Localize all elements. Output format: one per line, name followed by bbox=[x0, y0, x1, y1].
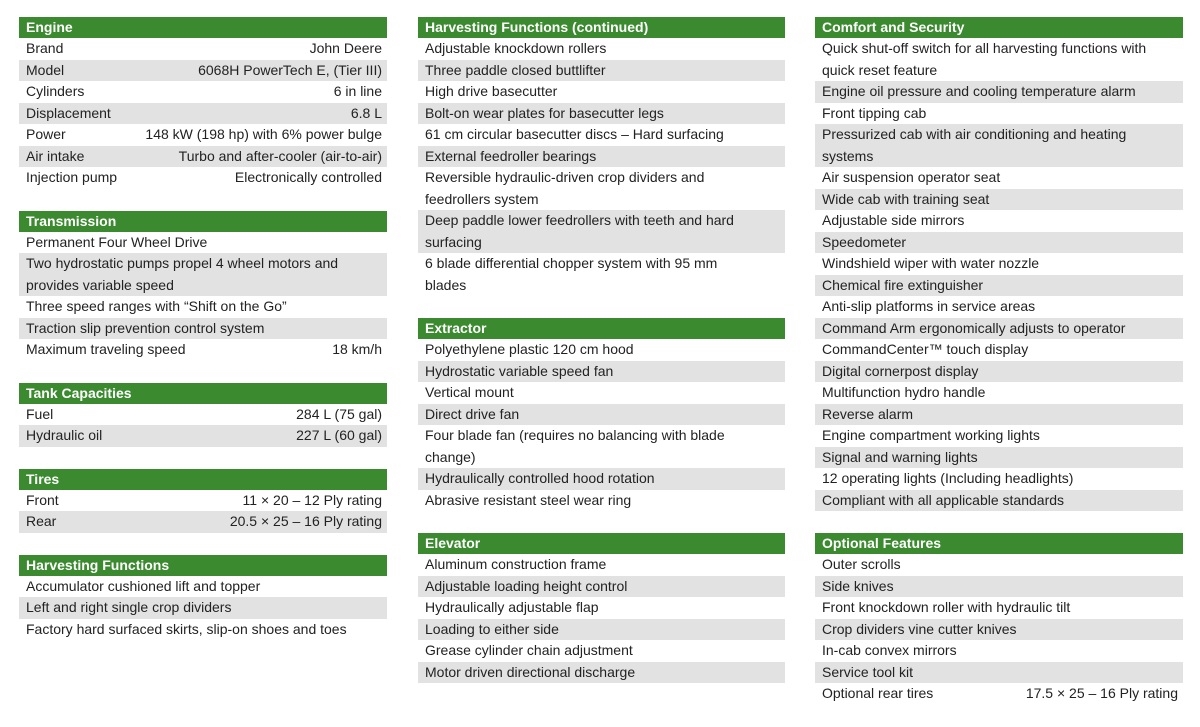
spec-row bbox=[815, 425, 1183, 447]
spec-value: 11 × 20 – 12 Ply rating bbox=[242, 491, 382, 508]
spec-label: Bolt-on wear plates for basecutter legs bbox=[425, 104, 664, 121]
spec-label: Front knockdown roller with hydraulic tilt bbox=[822, 599, 1071, 615]
spec-label: Adjustable loading height control bbox=[425, 577, 628, 594]
section-extractor bbox=[418, 318, 785, 511]
spec-row bbox=[19, 404, 387, 426]
spec-row bbox=[418, 576, 785, 598]
spec-row bbox=[418, 468, 785, 490]
spec-label: Accumulator cushioned lift and topper bbox=[26, 577, 261, 594]
spec-row bbox=[815, 167, 1183, 189]
spec-label: Compliant with all applicable standards bbox=[822, 491, 1065, 508]
spec-row bbox=[815, 253, 1183, 275]
spec-row bbox=[19, 146, 387, 168]
spec-row bbox=[815, 81, 1183, 103]
spec-label: Direct drive fan bbox=[425, 405, 520, 422]
spec-row bbox=[19, 81, 387, 103]
spec-row bbox=[418, 404, 785, 426]
section-rows bbox=[418, 554, 785, 683]
spec-label: Air suspension operator seat bbox=[822, 169, 1001, 185]
spec-label: Digital cornerpost display bbox=[822, 362, 979, 379]
spec-label: Anti-slip platforms in service areas bbox=[822, 298, 1036, 314]
spec-row bbox=[815, 404, 1183, 426]
spec-value: Turbo and after-cooler (air-to-air) bbox=[178, 147, 382, 164]
section-optional-features bbox=[815, 533, 1183, 705]
spec-label: Brand bbox=[26, 40, 64, 56]
spec-row bbox=[418, 146, 785, 168]
section-harvesting-functions-continued bbox=[418, 17, 785, 296]
spec-label: Speedometer bbox=[822, 233, 907, 250]
spec-row bbox=[815, 38, 1183, 81]
spec-label: 12 operating lights (Including headlights) bbox=[822, 470, 1074, 486]
section-title: Comfort and Security bbox=[815, 17, 1183, 38]
spec-value: Electronically controlled bbox=[234, 169, 382, 185]
section-title: Optional Features bbox=[815, 533, 1183, 554]
section-tank-capacities bbox=[19, 383, 387, 447]
section-title: Engine bbox=[19, 17, 387, 38]
spec-row bbox=[19, 511, 387, 533]
spec-row bbox=[19, 38, 387, 60]
spec-value: John Deere bbox=[309, 40, 382, 56]
section-rows bbox=[19, 576, 387, 641]
spec-row bbox=[815, 124, 1183, 167]
spec-label: Hydraulically adjustable flap bbox=[425, 599, 599, 615]
section-title: Extractor bbox=[418, 318, 785, 339]
spec-label: Outer scrolls bbox=[822, 556, 901, 572]
spec-row bbox=[815, 189, 1183, 211]
section-elevator bbox=[418, 533, 785, 683]
spec-row bbox=[19, 60, 387, 82]
spec-row bbox=[815, 103, 1183, 125]
spec-row bbox=[815, 490, 1183, 512]
spec-row bbox=[418, 640, 785, 662]
spec-row bbox=[418, 167, 785, 210]
spec-label: Permanent Four Wheel Drive bbox=[26, 233, 208, 250]
spec-label: Engine compartment working lights bbox=[822, 427, 1040, 443]
spec-label: Vertical mount bbox=[425, 384, 514, 400]
spec-row bbox=[418, 382, 785, 404]
spec-label: External feedroller bearings bbox=[425, 147, 597, 164]
spec-row bbox=[19, 167, 387, 189]
spec-label: Hydraulically controlled hood rotation bbox=[425, 470, 655, 486]
spec-label: Reversible hydraulic-driven crop dividers and feedrollers system bbox=[425, 169, 705, 207]
spec-label: CommandCenter™ touch display bbox=[822, 341, 1029, 357]
spec-label: Fuel bbox=[26, 405, 54, 422]
section-harvesting-functions bbox=[19, 555, 387, 641]
spec-label: Chemical fire extinguisher bbox=[822, 276, 984, 293]
spec-label: Deep paddle lower feedrollers with teeth and hard surfacing bbox=[425, 212, 734, 250]
spec-value: 18 km/h bbox=[332, 341, 382, 357]
spec-row bbox=[19, 232, 387, 254]
spec-label: Model bbox=[26, 61, 65, 78]
spec-row bbox=[815, 361, 1183, 383]
spec-row bbox=[418, 490, 785, 512]
spec-label: Hydrostatic variable speed fan bbox=[425, 362, 614, 379]
spec-label: Crop dividers vine cutter knives bbox=[822, 620, 1017, 637]
section-rows bbox=[418, 339, 785, 511]
spec-row bbox=[815, 597, 1183, 619]
spec-label: Quick shut-off switch for all harvesting functions with quick reset feature bbox=[822, 40, 1147, 78]
spec-label: Multifunction hydro handle bbox=[822, 384, 986, 400]
spec-label: Reverse alarm bbox=[822, 405, 914, 422]
spec-label: Windshield wiper with water nozzle bbox=[822, 255, 1040, 271]
spec-label: Abrasive resistant steel wear ring bbox=[425, 491, 632, 508]
spec-label: Two hydrostatic pumps propel 4 wheel motors and provides variable speed bbox=[26, 255, 339, 293]
spec-value: 20.5 × 25 – 16 Ply rating bbox=[229, 513, 382, 529]
spec-label: Hydraulic oil bbox=[26, 427, 103, 443]
spec-row bbox=[815, 468, 1183, 490]
spec-row bbox=[815, 382, 1183, 404]
spec-value: 6068H PowerTech E, (Tier III) bbox=[198, 61, 382, 78]
spec-label: Polyethylene plastic 120 cm hood bbox=[425, 341, 634, 357]
spec-row bbox=[815, 275, 1183, 297]
spec-row bbox=[418, 554, 785, 576]
spec-row bbox=[815, 683, 1183, 705]
spec-row bbox=[815, 640, 1183, 662]
spec-label: Injection pump bbox=[26, 169, 118, 185]
spec-label: Adjustable knockdown rollers bbox=[425, 40, 607, 56]
spec-row bbox=[19, 619, 387, 641]
spec-label: High drive basecutter bbox=[425, 83, 558, 99]
spec-row bbox=[19, 318, 387, 340]
section-title: Tires bbox=[19, 469, 387, 490]
spec-label: Service tool kit bbox=[822, 663, 914, 680]
section-comfort-and-security bbox=[815, 17, 1183, 511]
spec-label: Loading to either side bbox=[425, 620, 559, 637]
section-rows bbox=[19, 232, 387, 361]
spec-label: In-cab convex mirrors bbox=[822, 642, 957, 658]
spec-row bbox=[418, 210, 785, 253]
spec-label: Factory hard surfaced skirts, slip-on shoes and toes bbox=[26, 620, 347, 637]
spec-value: 6.8 L bbox=[350, 104, 382, 121]
spec-label: Pressurized cab with air conditioning and heating systems bbox=[822, 126, 1127, 164]
section-engine bbox=[19, 17, 387, 189]
spec-label: Adjustable side mirrors bbox=[822, 212, 965, 228]
spec-row bbox=[815, 296, 1183, 318]
spec-label: Wide cab with training seat bbox=[822, 190, 990, 207]
spec-row bbox=[815, 662, 1183, 684]
spec-row bbox=[418, 339, 785, 361]
spec-row bbox=[418, 60, 785, 82]
spec-label: Three speed ranges with “Shift on the Go” bbox=[26, 298, 287, 314]
section-title: Tank Capacities bbox=[19, 383, 387, 404]
spec-row bbox=[19, 597, 387, 619]
section-title: Harvesting Functions (continued) bbox=[418, 17, 785, 38]
spec-row bbox=[815, 447, 1183, 469]
spec-label: Rear bbox=[26, 513, 57, 529]
spec-label: Air intake bbox=[26, 147, 85, 164]
spec-row bbox=[815, 554, 1183, 576]
spec-label: Traction slip prevention control system bbox=[26, 319, 265, 336]
spec-row bbox=[418, 597, 785, 619]
spec-label: Motor driven directional discharge bbox=[425, 663, 636, 680]
spec-row bbox=[19, 103, 387, 125]
column-2 bbox=[418, 17, 785, 705]
spec-row bbox=[418, 619, 785, 641]
section-rows bbox=[19, 404, 387, 447]
spec-label: Displacement bbox=[26, 104, 111, 121]
spec-row bbox=[19, 253, 387, 296]
spec-value: 17.5 × 25 – 16 Ply rating bbox=[1025, 685, 1178, 701]
spec-label: Side knives bbox=[822, 577, 894, 594]
spec-row bbox=[815, 619, 1183, 641]
spec-value: 148 kW (198 hp) with 6% power bulge bbox=[145, 126, 382, 142]
spec-label: Front bbox=[26, 491, 59, 508]
spec-label: Grease cylinder chain adjustment bbox=[425, 642, 633, 658]
spec-label: 61 cm circular basecutter discs – Hard surfacing bbox=[425, 126, 724, 142]
spec-label: Command Arm ergonomically adjusts to operator bbox=[822, 319, 1126, 336]
section-rows bbox=[815, 554, 1183, 705]
section-rows bbox=[19, 38, 387, 189]
spec-label: Optional rear tires bbox=[822, 685, 934, 701]
spec-row bbox=[418, 253, 785, 296]
spec-label: Aluminum construction frame bbox=[425, 556, 607, 572]
spec-label: Maximum traveling speed bbox=[26, 341, 186, 357]
spec-row bbox=[815, 318, 1183, 340]
spec-label: Left and right single crop dividers bbox=[26, 599, 232, 615]
section-rows bbox=[418, 38, 785, 296]
spec-value: 6 in line bbox=[333, 83, 382, 99]
spec-row bbox=[418, 361, 785, 383]
spec-row bbox=[418, 124, 785, 146]
spec-label: Four blade fan (requires no balancing with blade change) bbox=[425, 427, 725, 465]
spec-label: 6 blade differential chopper system with 95 mm blades bbox=[425, 255, 718, 293]
spec-value: 227 L (60 gal) bbox=[296, 427, 382, 443]
spec-row bbox=[418, 103, 785, 125]
spec-label: Cylinders bbox=[26, 83, 85, 99]
section-rows bbox=[19, 490, 387, 533]
spec-row bbox=[815, 232, 1183, 254]
spec-label: Front tipping cab bbox=[822, 104, 927, 121]
section-tires bbox=[19, 469, 387, 533]
section-title: Transmission bbox=[19, 211, 387, 232]
spec-label: Engine oil pressure and cooling temperature alarm bbox=[822, 83, 1136, 99]
spec-row bbox=[19, 490, 387, 512]
spec-row bbox=[19, 425, 387, 447]
spec-row bbox=[815, 210, 1183, 232]
spec-row bbox=[418, 81, 785, 103]
column-1 bbox=[19, 17, 387, 662]
spec-label: Signal and warning lights bbox=[822, 448, 978, 465]
section-title: Harvesting Functions bbox=[19, 555, 387, 576]
spec-label: Three paddle closed buttlifter bbox=[425, 61, 606, 78]
spec-row bbox=[418, 662, 785, 684]
spec-row bbox=[19, 576, 387, 598]
spec-row bbox=[19, 296, 387, 318]
section-transmission bbox=[19, 211, 387, 361]
section-title: Elevator bbox=[418, 533, 785, 554]
spec-row bbox=[815, 339, 1183, 361]
spec-row bbox=[418, 38, 785, 60]
spec-label: Power bbox=[26, 126, 66, 142]
spec-row bbox=[19, 124, 387, 146]
section-rows bbox=[815, 38, 1183, 511]
spec-row bbox=[815, 576, 1183, 598]
spec-value: 284 L (75 gal) bbox=[296, 405, 382, 422]
spec-row bbox=[418, 425, 785, 468]
column-3 bbox=[815, 17, 1183, 727]
spec-row bbox=[19, 339, 387, 361]
